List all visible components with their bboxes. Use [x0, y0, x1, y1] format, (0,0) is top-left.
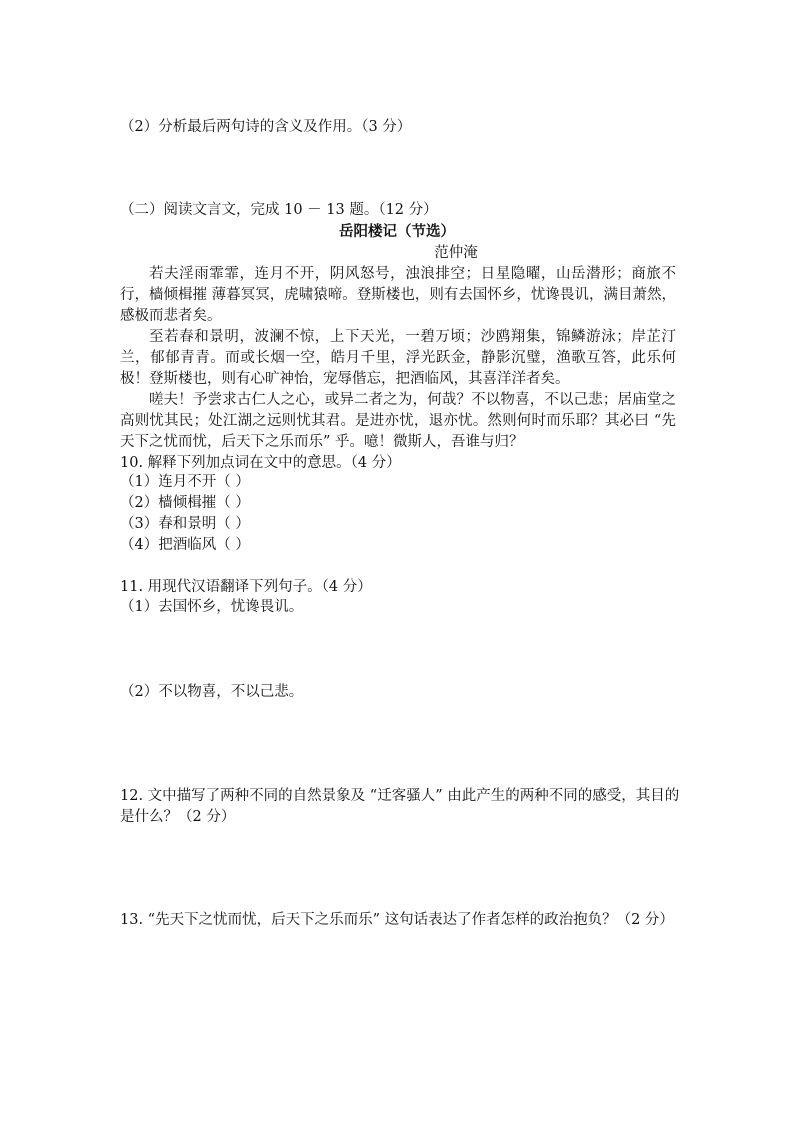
question-10-item: （2）樯倾楫摧（ ） — [120, 495, 250, 511]
question-11-item: （1）去国怀乡，忧谗畏讥。 — [120, 599, 304, 615]
question-10-stem: 10. 解释下列加点词在文中的意思。（4 分） — [120, 455, 401, 471]
question-9-2: （2）分析最后两句诗的含义及作用。（3 分） — [120, 119, 412, 135]
passage-paragraph-3: 嗟夫！予尝求古仁人之心，或异二者之为，何哉？不以物喜，不以己悲；居庙堂之高则忧其民；处江湖之远则忧其君。是进亦忧，退亦忧。然则何时而乐耶？其必曰 “先天下之忧而忧，后天下之乐而乐” 乎。噫！微斯人，吾谁与归？ — [120, 392, 676, 450]
question-10-item: （1）连月不开（ ） — [120, 474, 250, 490]
passage-title: 岳阳楼记（节选） — [339, 223, 455, 240]
question-11-item: （2）不以物喜，不以己悲。 — [120, 684, 304, 700]
question-10-item: （4）把酒临风（ ） — [120, 537, 250, 553]
question-12-stem: 12. 文中描写了两种不同的自然景象及 “迁客骚人” 由此产生的两种不同的感受，其目的是什么？（2 分） — [120, 788, 680, 825]
section-heading: （二）阅读文言文，完成 10 － 13 题。（12 分） — [120, 202, 438, 218]
passage-author: 范仲淹 — [434, 245, 478, 261]
question-11-stem: 11. 用现代汉语翻译下列句子。（4 分） — [120, 579, 372, 595]
question-13-stem: 13. “先天下之忧而忧，后天下之乐而乐” 这句话表达了作者怎样的政治抱负？（2 分） — [120, 912, 674, 928]
passage-paragraph-2: 至若春和景明，波澜不惊，上下天光，一碧万顷；沙鸥翔集，锦鳞游泳；岸芷汀兰，郁郁青青。而或长烟一空，皓月千里，浮光跃金，静影沉璧，渔歌互答，此乐何极！登斯楼也，则有心旷神怡，宠辱偕忘，把酒临风，其喜洋洋者矣。 — [120, 329, 676, 387]
passage-paragraph-1: 若夫淫雨霏霏，连月不开，阴风怒号，浊浪排空；日星隐曜，山岳潜形；商旅不行，樯倾楫摧 薄暮冥冥，虎啸猿啼。登斯楼也，则有去国怀乡，忧谗畏讥，满目萧然，感极而悲者矣。 — [120, 266, 676, 324]
question-10-item: （3）春和景明（ ） — [120, 516, 250, 532]
